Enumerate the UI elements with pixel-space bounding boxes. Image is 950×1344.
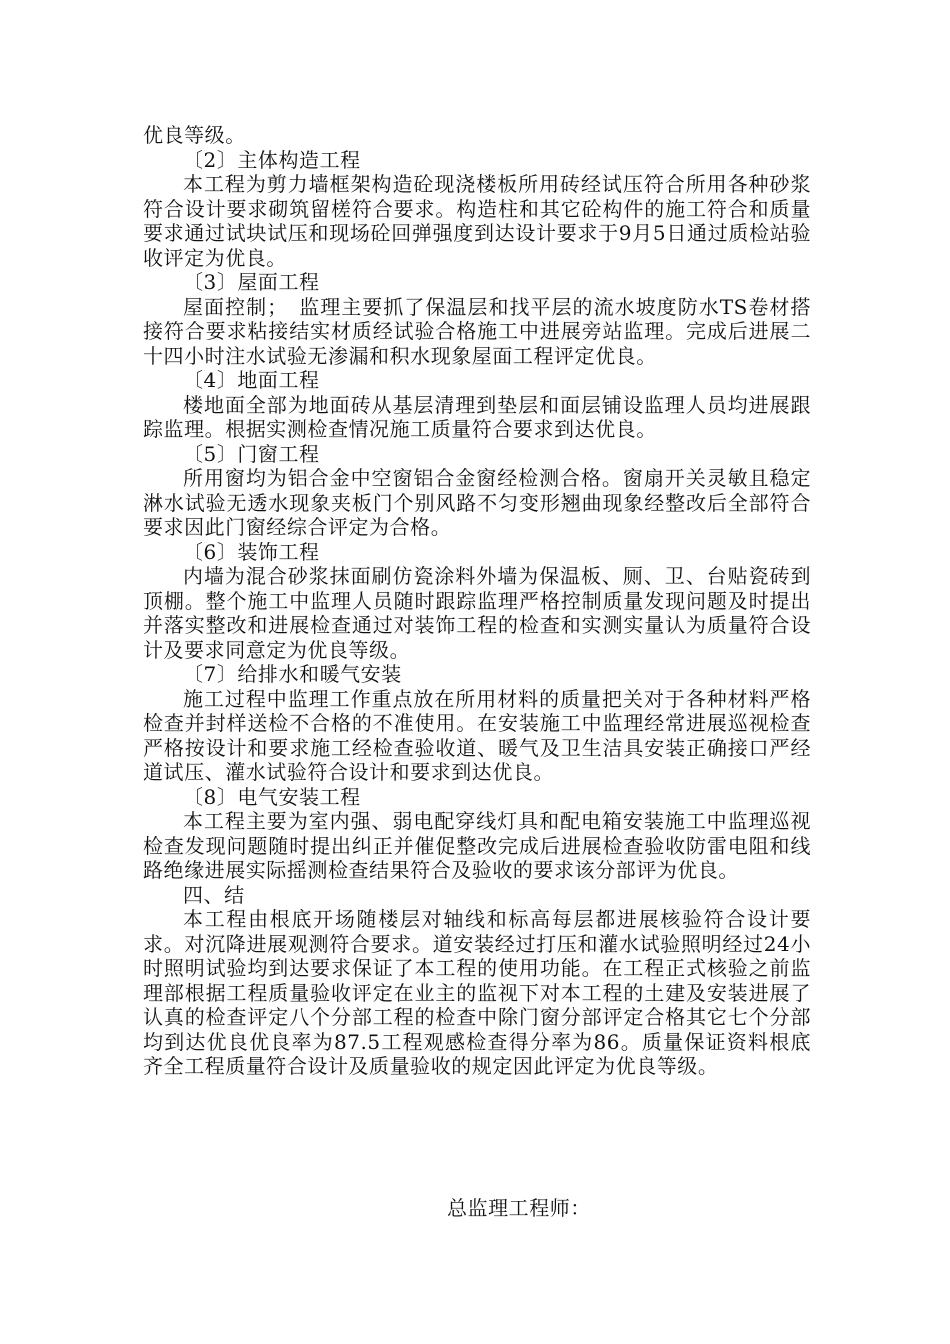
paragraph-electrical: 本工程主要为室内强、弱电配穿线灯具和配电箱安装施工中监理巡视检查发现问题随时提出纠正并催促整改完成后进展检查验收防雷电阻和线路绝缘进展实际摇测检查结果符合及验收的要求该分部评为优良。 <box>143 809 811 882</box>
section-heading-plumbing: 〔7〕给排水和暖气安装 <box>183 662 402 686</box>
section-heading-electrical: 〔8〕电气安装工程 <box>183 784 361 809</box>
paragraph-conclusion: 本工程由根底开场随楼层对轴线和标高每层都进展核验符合设计要求。对沉降进展观测符合要求。道安装经过打压和灌水试验照明经过24小时照明试验均到达要求保证了本工程的使用功能。在工程正式核验之前监理部根据工程质量验收评定在业主的监视下对本工程的土建及安装进展了认真的检查评定八个分部工程的检查中除门窗分部评定合格其它七个分部均到达优良优良率为87.5工程观感检查得分率为86。质量保证资料根底齐全工程质量符合设计及质量验收的规定因此评定为优良等级。 <box>143 907 811 1078</box>
signature-label: 总监理工程师： <box>447 1196 591 1220</box>
paragraph-windows: 所用窗均为铝合金中空窗铝合金窗经检测合格。窗扇开关灵敏且稳定淋水试验无透水现象夹板门个别风路不匀变形翘曲现象经整改后全部符合要求因此门窗经综合评定为合格。 <box>143 466 811 539</box>
section-heading-structure: 〔2〕主体构造工程 <box>183 147 361 172</box>
paragraph-roof: 屋面控制； 监理主要抓了保温层和找平层的流水坡度防水TS卷材搭接符合要求粘接结实材质经试验合格施工中进展旁站监理。完成后进展二十四小时注水试验无渗漏和积水现象屋面工程评定优良。 <box>143 294 811 368</box>
paragraph-plumbing: 施工过程中监理工作重点放在所用材料的质量把关对于各种材料严格检查并封样送检不合格的不准使用。在安装施工中监理经常进展巡视检查严格按设计和要求施工经检查验收道、暖气及卫生洁具安装正确接口严经道试压、灌水试验符合设计和要求到达优良。 <box>143 686 811 784</box>
section-heading-floor: 〔4〕地面工程 <box>183 368 320 392</box>
paragraph-decoration: 内墙为混合砂浆抹面刷仿瓷涂料外墙为保温板、厕、卫、台贴瓷砖到顶棚。整个施工中监理人员随时跟踪监理严格控制质量发现问题及时提出并落实整改和进展检查通过对装饰工程的检查和实测实量认为质量符合设计及要求同意定为优良等级。 <box>143 564 811 662</box>
section-heading-decoration: 〔6〕装饰工程 <box>183 539 320 564</box>
section-heading-conclusion: 四、结 <box>183 882 245 907</box>
continuation-line: 优良等级。 <box>143 123 246 147</box>
document-body <box>143 123 811 1079</box>
section-heading-windows: 〔5〕门窗工程 <box>183 441 320 466</box>
paragraph-floor: 楼地面全部为地面砖从基层清理到垫层和面层铺设监理人员均进展跟踪监理。根据实测检查情况施工质量符合要求到达优良。 <box>143 392 811 441</box>
paragraph-structure: 本工程为剪力墙框架构造砼现浇楼板所用砖经试压符合所用各种砂浆符合设计要求砌筑留槎符合要求。构造柱和其它砼构件的施工符合和质量要求通过试块试压和现场砼回弹强度到达设计要求于9月5日通过质检站验收评定为优良。 <box>143 172 811 270</box>
section-heading-roof: 〔3〕屋面工程 <box>183 270 320 294</box>
